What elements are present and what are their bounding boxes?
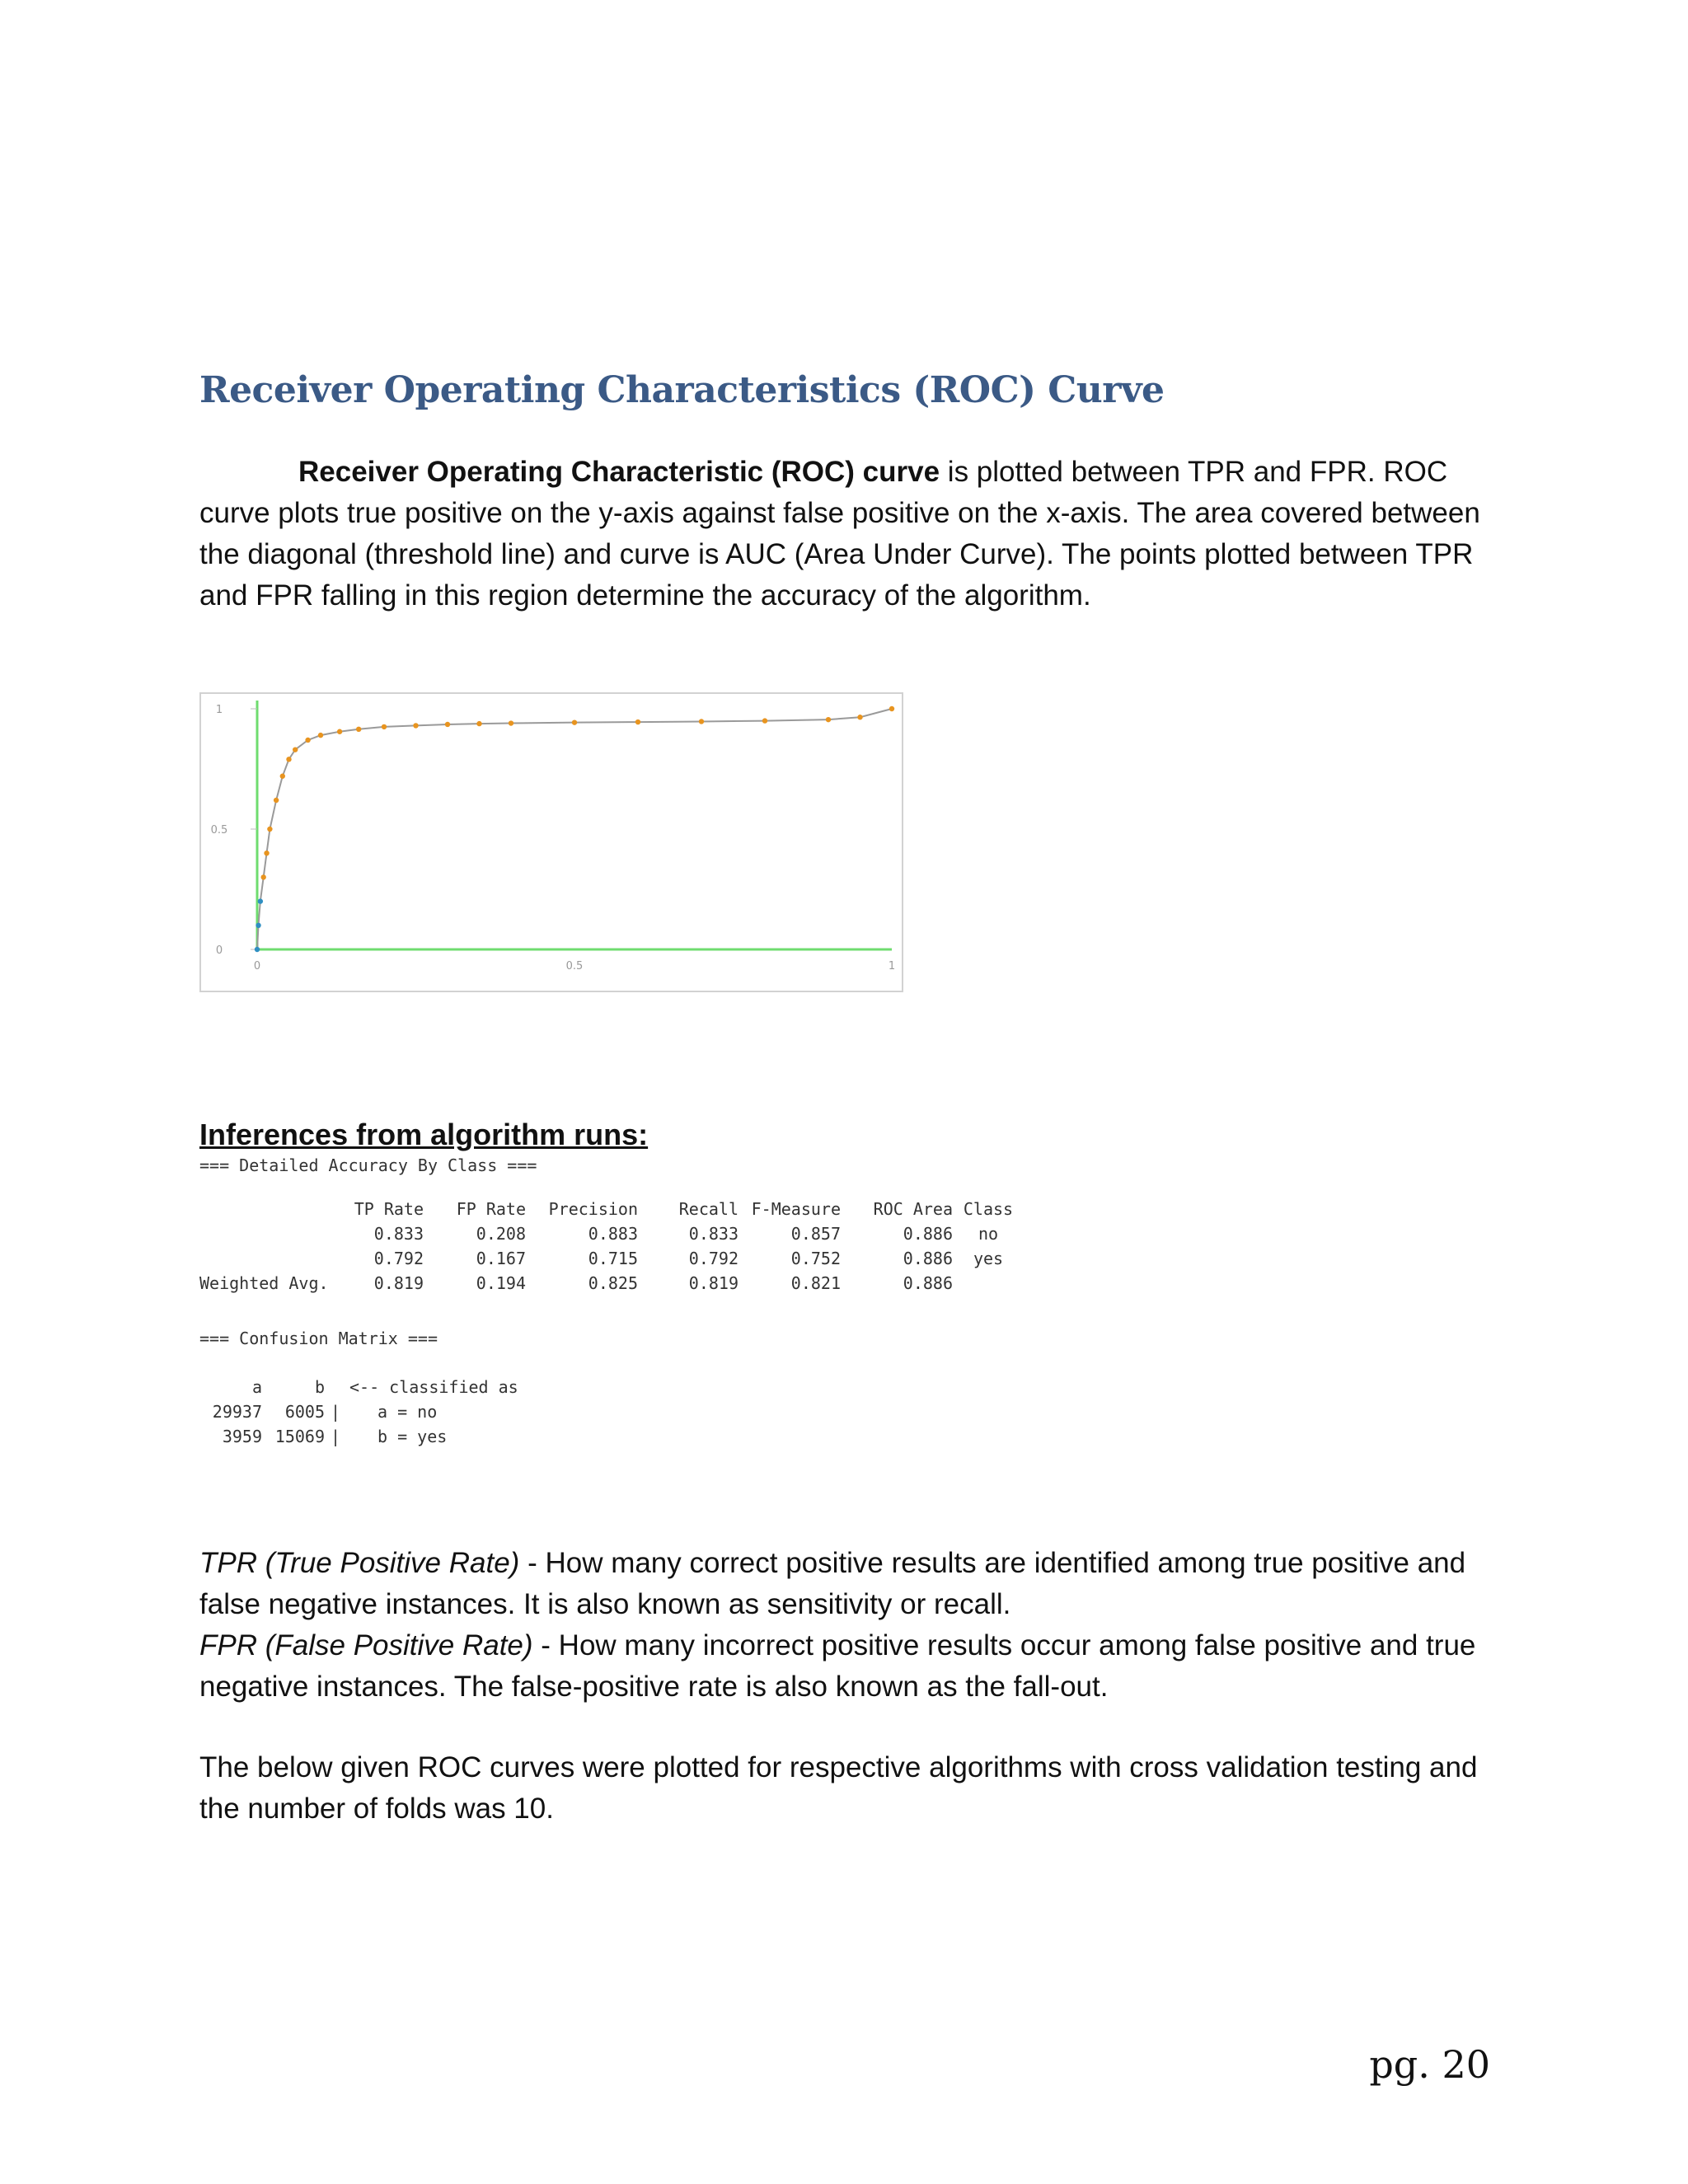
table-cell: 0.819 bbox=[688, 1273, 738, 1293]
roc-point bbox=[318, 733, 323, 738]
x-tick-label: 1 bbox=[888, 960, 896, 972]
roc-point bbox=[267, 827, 272, 832]
closing-paragraph: The below given ROC curves were plotted for respective algorithms with cross validation testing and the number of folds was 10. bbox=[199, 1751, 1478, 1825]
y-tick-label: 1 bbox=[215, 704, 223, 716]
roc-point bbox=[256, 923, 260, 928]
roc-point bbox=[261, 874, 266, 879]
y-tick-label: 0 bbox=[215, 944, 223, 957]
table-cell: 15069 bbox=[274, 1427, 325, 1446]
roc-point bbox=[337, 729, 342, 734]
table-row bbox=[199, 1246, 1024, 1271]
y-tick-label: 0.5 bbox=[210, 824, 228, 837]
page-number: pg. 20 bbox=[1369, 2042, 1490, 2087]
table-row bbox=[199, 1221, 1024, 1246]
confusion-col-header: b bbox=[314, 1377, 325, 1397]
table-cell: 0.857 bbox=[790, 1224, 841, 1244]
table-cell: yes bbox=[973, 1249, 1004, 1268]
intro-bold-term: Receiver Operating Characteristic (ROC) curve bbox=[298, 456, 940, 488]
definitions-paragraph bbox=[199, 1543, 1502, 1708]
intro-text: is plotted between TPR and FPR. ROC curve plots true positive on the y-axis against false positive on the x-axis. The area covered between the diagonal (threshold line) and curve is AUC (Area Under Curve). The points plotted between TPR and FPR falling in this region determine the accuracy of the algorithm. bbox=[199, 456, 1480, 612]
section-heading: Receiver Operating Characteristics (ROC) Curve bbox=[199, 369, 1165, 411]
table-cell: 0.821 bbox=[790, 1273, 841, 1293]
confusion-col-header bbox=[325, 1375, 346, 1399]
accuracy-col-header: Precision bbox=[548, 1199, 638, 1219]
roc-point bbox=[264, 851, 269, 855]
table-row bbox=[199, 1399, 518, 1424]
table-cell: 0.819 bbox=[373, 1273, 424, 1293]
table-cell: 0.208 bbox=[476, 1224, 526, 1244]
x-tick-label: 0 bbox=[253, 960, 261, 972]
confusion-col-header: <-- classified as bbox=[349, 1377, 518, 1397]
table-row bbox=[199, 1424, 518, 1449]
accuracy-col-header: ROC Area bbox=[873, 1199, 953, 1219]
table-row bbox=[199, 1271, 1024, 1296]
accuracy-table bbox=[199, 1197, 1024, 1296]
confusion-matrix-header: === Confusion Matrix === bbox=[199, 1329, 438, 1348]
roc-point bbox=[255, 947, 260, 952]
fpr-term: FPR (False Positive Rate) bbox=[199, 1629, 533, 1661]
roc-point bbox=[476, 721, 481, 726]
table-cell: 3959 bbox=[222, 1427, 262, 1446]
table-cell: 0.886 bbox=[903, 1224, 953, 1244]
roc-point bbox=[274, 798, 279, 803]
roc-point bbox=[445, 722, 450, 727]
roc-point bbox=[762, 718, 767, 723]
table-cell: 0.833 bbox=[373, 1224, 424, 1244]
table-cell: 0.792 bbox=[688, 1249, 738, 1268]
roc-point bbox=[635, 719, 640, 724]
roc-point bbox=[305, 738, 310, 743]
table-cell: 0.715 bbox=[588, 1249, 638, 1268]
table-cell: 0.792 bbox=[373, 1249, 424, 1268]
table-cell: 0.883 bbox=[588, 1224, 638, 1244]
tpr-term: TPR (True Positive Rate) bbox=[199, 1547, 520, 1579]
roc-point bbox=[699, 719, 704, 724]
accuracy-col-header: TP Rate bbox=[354, 1199, 424, 1219]
accuracy-col-header: Class bbox=[963, 1199, 1014, 1219]
roc-point bbox=[293, 747, 298, 752]
fpr-text: - How many incorrect positive results occur among false positive and true negative instances. The false-positive rate is also known as the fall-out. bbox=[199, 1629, 1476, 1703]
table-cell: a = no bbox=[377, 1402, 438, 1422]
accuracy-header-row bbox=[199, 1197, 1024, 1221]
table-cell: 0.886 bbox=[903, 1249, 953, 1268]
accuracy-col-header: FP Rate bbox=[456, 1199, 526, 1219]
roc-point bbox=[889, 706, 894, 711]
table-cell: | bbox=[330, 1402, 341, 1422]
roc-chart-svg bbox=[201, 694, 902, 991]
accuracy-col-header: Recall bbox=[678, 1199, 738, 1219]
roc-point bbox=[382, 724, 387, 729]
table-cell: 6005 bbox=[284, 1402, 325, 1422]
inference-title: Inferences from algorithm runs: bbox=[199, 1118, 649, 1151]
table-cell bbox=[953, 1271, 1024, 1296]
accuracy-col-header bbox=[199, 1197, 333, 1221]
confusion-col-header: a bbox=[251, 1377, 262, 1397]
table-cell: | bbox=[330, 1427, 341, 1446]
table-cell: Weighted Avg. bbox=[199, 1273, 329, 1293]
roc-point bbox=[857, 715, 862, 719]
roc-point bbox=[826, 717, 831, 722]
roc-curve-line bbox=[257, 709, 892, 949]
accuracy-col-header: F-Measure bbox=[751, 1199, 841, 1219]
roc-point bbox=[280, 774, 285, 779]
roc-point bbox=[509, 720, 513, 725]
roc-point bbox=[286, 757, 291, 762]
table-cell bbox=[199, 1221, 333, 1246]
table-cell: 0.752 bbox=[790, 1249, 841, 1268]
table-cell: 0.167 bbox=[476, 1249, 526, 1268]
table-cell bbox=[199, 1246, 333, 1271]
roc-point bbox=[356, 727, 361, 732]
confusion-matrix-table bbox=[199, 1375, 518, 1449]
intro-paragraph bbox=[199, 452, 1493, 616]
roc-chart bbox=[199, 692, 903, 992]
tpr-text: - How many correct positive results are identified among true positive and false negative instances. It is also known as sensitivity or recall. bbox=[199, 1547, 1466, 1620]
table-cell: b = yes bbox=[377, 1427, 448, 1446]
x-tick-label: 0.5 bbox=[565, 960, 584, 972]
table-cell: 0.886 bbox=[903, 1273, 953, 1293]
roc-point bbox=[258, 898, 263, 903]
table-cell: no bbox=[978, 1224, 999, 1244]
table-cell: 0.833 bbox=[688, 1224, 738, 1244]
confusion-header-row bbox=[199, 1375, 518, 1399]
table-cell: 0.194 bbox=[476, 1273, 526, 1293]
table-cell: 29937 bbox=[212, 1402, 262, 1422]
table-cell: 0.825 bbox=[588, 1273, 638, 1293]
roc-point bbox=[413, 723, 418, 728]
detailed-accuracy-header: === Detailed Accuracy By Class === bbox=[199, 1155, 537, 1175]
roc-point bbox=[572, 719, 577, 724]
